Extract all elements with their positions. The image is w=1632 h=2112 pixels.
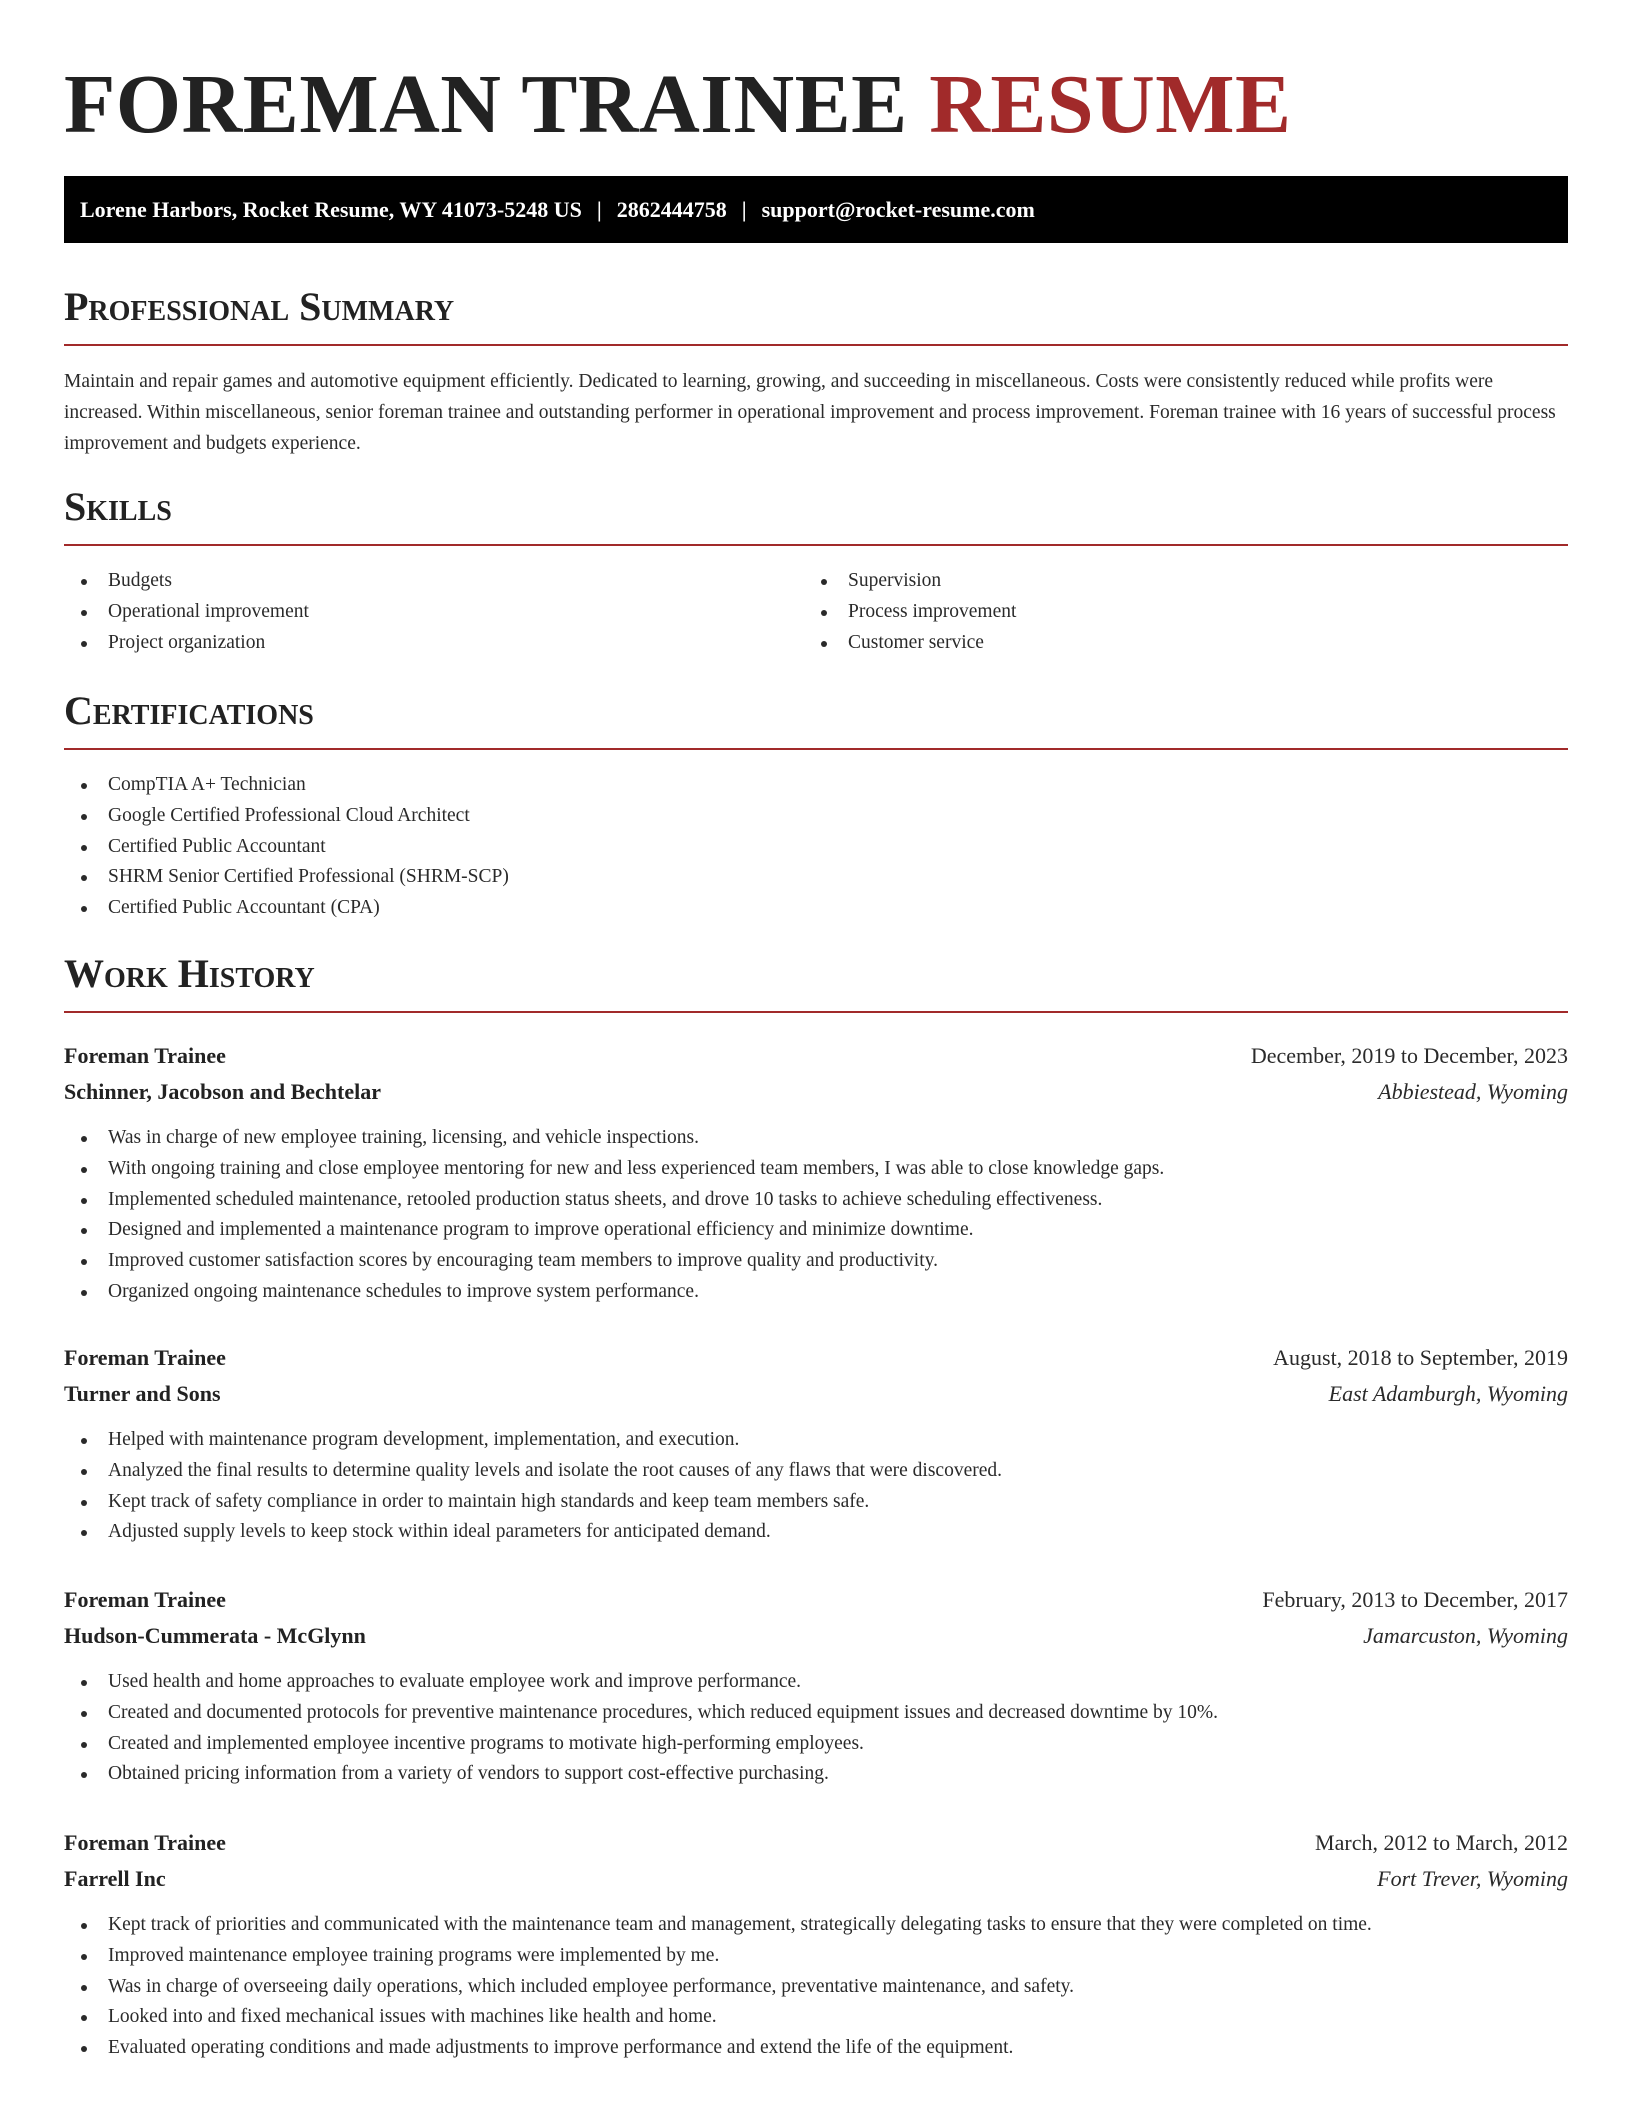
certification-item: Certified Public Accountant	[64, 832, 1568, 863]
job-duty: Kept track of safety compliance in order to maintain high standards and keep team members safe.	[64, 1487, 1568, 1518]
job-title: Foreman Trainee	[64, 1043, 226, 1068]
job-duty: Analyzed the final results to determine quality levels and isolate the root causes of any flaws that were discovered.	[64, 1456, 1568, 1487]
job-location: Abbiestead, Wyoming	[1378, 1079, 1568, 1104]
job-duties	[64, 1425, 1568, 1548]
work-history-heading: Work History	[64, 949, 1568, 1013]
skills-column-left	[64, 566, 804, 658]
contact-separator: |	[596, 196, 602, 222]
job-duty: Obtained pricing information from a variety of vendors to support cost-effective purchasing.	[64, 1759, 1568, 1790]
job-duty: Evaluated operating conditions and made adjustments to improve performance and extend the life of the equipment.	[64, 2033, 1568, 2064]
job-duty: Was in charge of overseeing daily operations, which included employee performance, preventative maintenance, and safety.	[64, 1972, 1568, 2003]
job-duty: Organized ongoing maintenance schedules to improve system performance.	[64, 1277, 1568, 1308]
certification-item: SHRM Senior Certified Professional (SHRM-SCP)	[64, 862, 1568, 893]
job-entry	[64, 1340, 1568, 1548]
title-main: FOREMAN TRAINEE	[64, 58, 908, 151]
job-title: Foreman Trainee	[64, 1587, 226, 1612]
resume-title	[64, 55, 1292, 155]
job-dates: August, 2018 to September, 2019	[1273, 1345, 1568, 1370]
job-entry	[64, 1582, 1568, 1790]
skill-item: Operational improvement	[64, 597, 804, 628]
title-accent: RESUME	[929, 58, 1292, 151]
job-duty: Helped with maintenance program development, implementation, and execution.	[64, 1425, 1568, 1456]
job-title: Foreman Trainee	[64, 1830, 226, 1855]
skills-heading: Skills	[64, 482, 1568, 546]
job-location: Jamarcuston, Wyoming	[1363, 1623, 1568, 1648]
job-duty: Created and implemented employee incentive programs to motivate high-performing employees.	[64, 1729, 1568, 1760]
skill-item: Project organization	[64, 628, 804, 659]
certifications-list	[64, 770, 1568, 924]
job-duty: Adjusted supply levels to keep stock within ideal parameters for anticipated demand.	[64, 1517, 1568, 1548]
job-company: Schinner, Jacobson and Bechtelar	[64, 1079, 382, 1104]
job-duty: With ongoing training and close employee mentoring for new and less experienced team members, I was able to close knowledge gaps.	[64, 1154, 1568, 1185]
job-duties	[64, 1910, 1568, 2064]
job-dates: March, 2012 to March, 2012	[1315, 1830, 1568, 1855]
contact-bar	[64, 176, 1568, 243]
job-duty: Looked into and fixed mechanical issues with machines like health and home.	[64, 2002, 1568, 2033]
job-dates: December, 2019 to December, 2023	[1250, 1043, 1568, 1068]
job-duty: Kept track of priorities and communicated with the maintenance team and management, strategically delegating tasks to ensure that they were completed on time.	[64, 1910, 1568, 1941]
certification-item: Certified Public Accountant (CPA)	[64, 893, 1568, 924]
job-entry	[64, 1825, 1568, 2064]
contact-phone[interactable]: 2862444758	[616, 196, 727, 222]
job-title: Foreman Trainee	[64, 1345, 226, 1370]
job-company: Hudson-Cummerata - McGlynn	[64, 1623, 366, 1648]
job-entry	[64, 1038, 1568, 1308]
job-duty: Improved customer satisfaction scores by encouraging team members to improve quality and productivity.	[64, 1246, 1568, 1277]
skill-item: Supervision	[804, 566, 1544, 597]
job-dates: February, 2013 to December, 2017	[1262, 1587, 1568, 1612]
summary-heading: Professional Summary	[64, 282, 1568, 346]
job-location: Fort Trever, Wyoming	[1377, 1866, 1568, 1891]
job-duty: Was in charge of new employee training, licensing, and vehicle inspections.	[64, 1123, 1568, 1154]
job-location: East Adamburgh, Wyoming	[1328, 1381, 1568, 1406]
contact-address: Lorene Harbors, Rocket Resume, WY 41073-5248 US	[80, 196, 582, 222]
certifications-heading: Certifications	[64, 686, 1568, 750]
skill-item: Process improvement	[804, 597, 1544, 628]
job-duties	[64, 1667, 1568, 1790]
job-duty: Designed and implemented a maintenance program to improve operational efficiency and minimize downtime.	[64, 1215, 1568, 1246]
certification-item: CompTIA A+ Technician	[64, 770, 1568, 801]
job-duty: Used health and home approaches to evaluate employee work and improve performance.	[64, 1667, 1568, 1698]
contact-separator: |	[741, 196, 747, 222]
skill-item: Customer service	[804, 628, 1544, 659]
summary-text: Maintain and repair games and automotive equipment efficiently. Dedicated to learning, growing, and succeeding in miscellaneous. Costs were consistently reduced while profits were increased. Within miscellaneous, senior foreman trainee and outstanding performer in operational improvement and process improvement. Foreman trainee with 16 years of successful process improvement and budgets experience.	[64, 371, 1556, 454]
contact-email[interactable]: support@rocket-resume.com	[761, 196, 1035, 222]
skills-list	[64, 566, 1568, 658]
job-duty: Improved maintenance employee training programs were implemented by me.	[64, 1941, 1568, 1972]
job-company: Turner and Sons	[64, 1381, 221, 1406]
job-duty: Implemented scheduled maintenance, retooled production status sheets, and drove 10 tasks to achieve scheduling effectiveness.	[64, 1185, 1568, 1216]
job-duties	[64, 1123, 1568, 1308]
skill-item: Budgets	[64, 566, 804, 597]
job-duty: Created and documented protocols for preventive maintenance procedures, which reduced equipment issues and decreased downtime by 10%.	[64, 1698, 1568, 1729]
certification-item: Google Certified Professional Cloud Architect	[64, 801, 1568, 832]
job-company: Farrell Inc	[64, 1866, 166, 1891]
skills-column-right	[804, 566, 1544, 658]
